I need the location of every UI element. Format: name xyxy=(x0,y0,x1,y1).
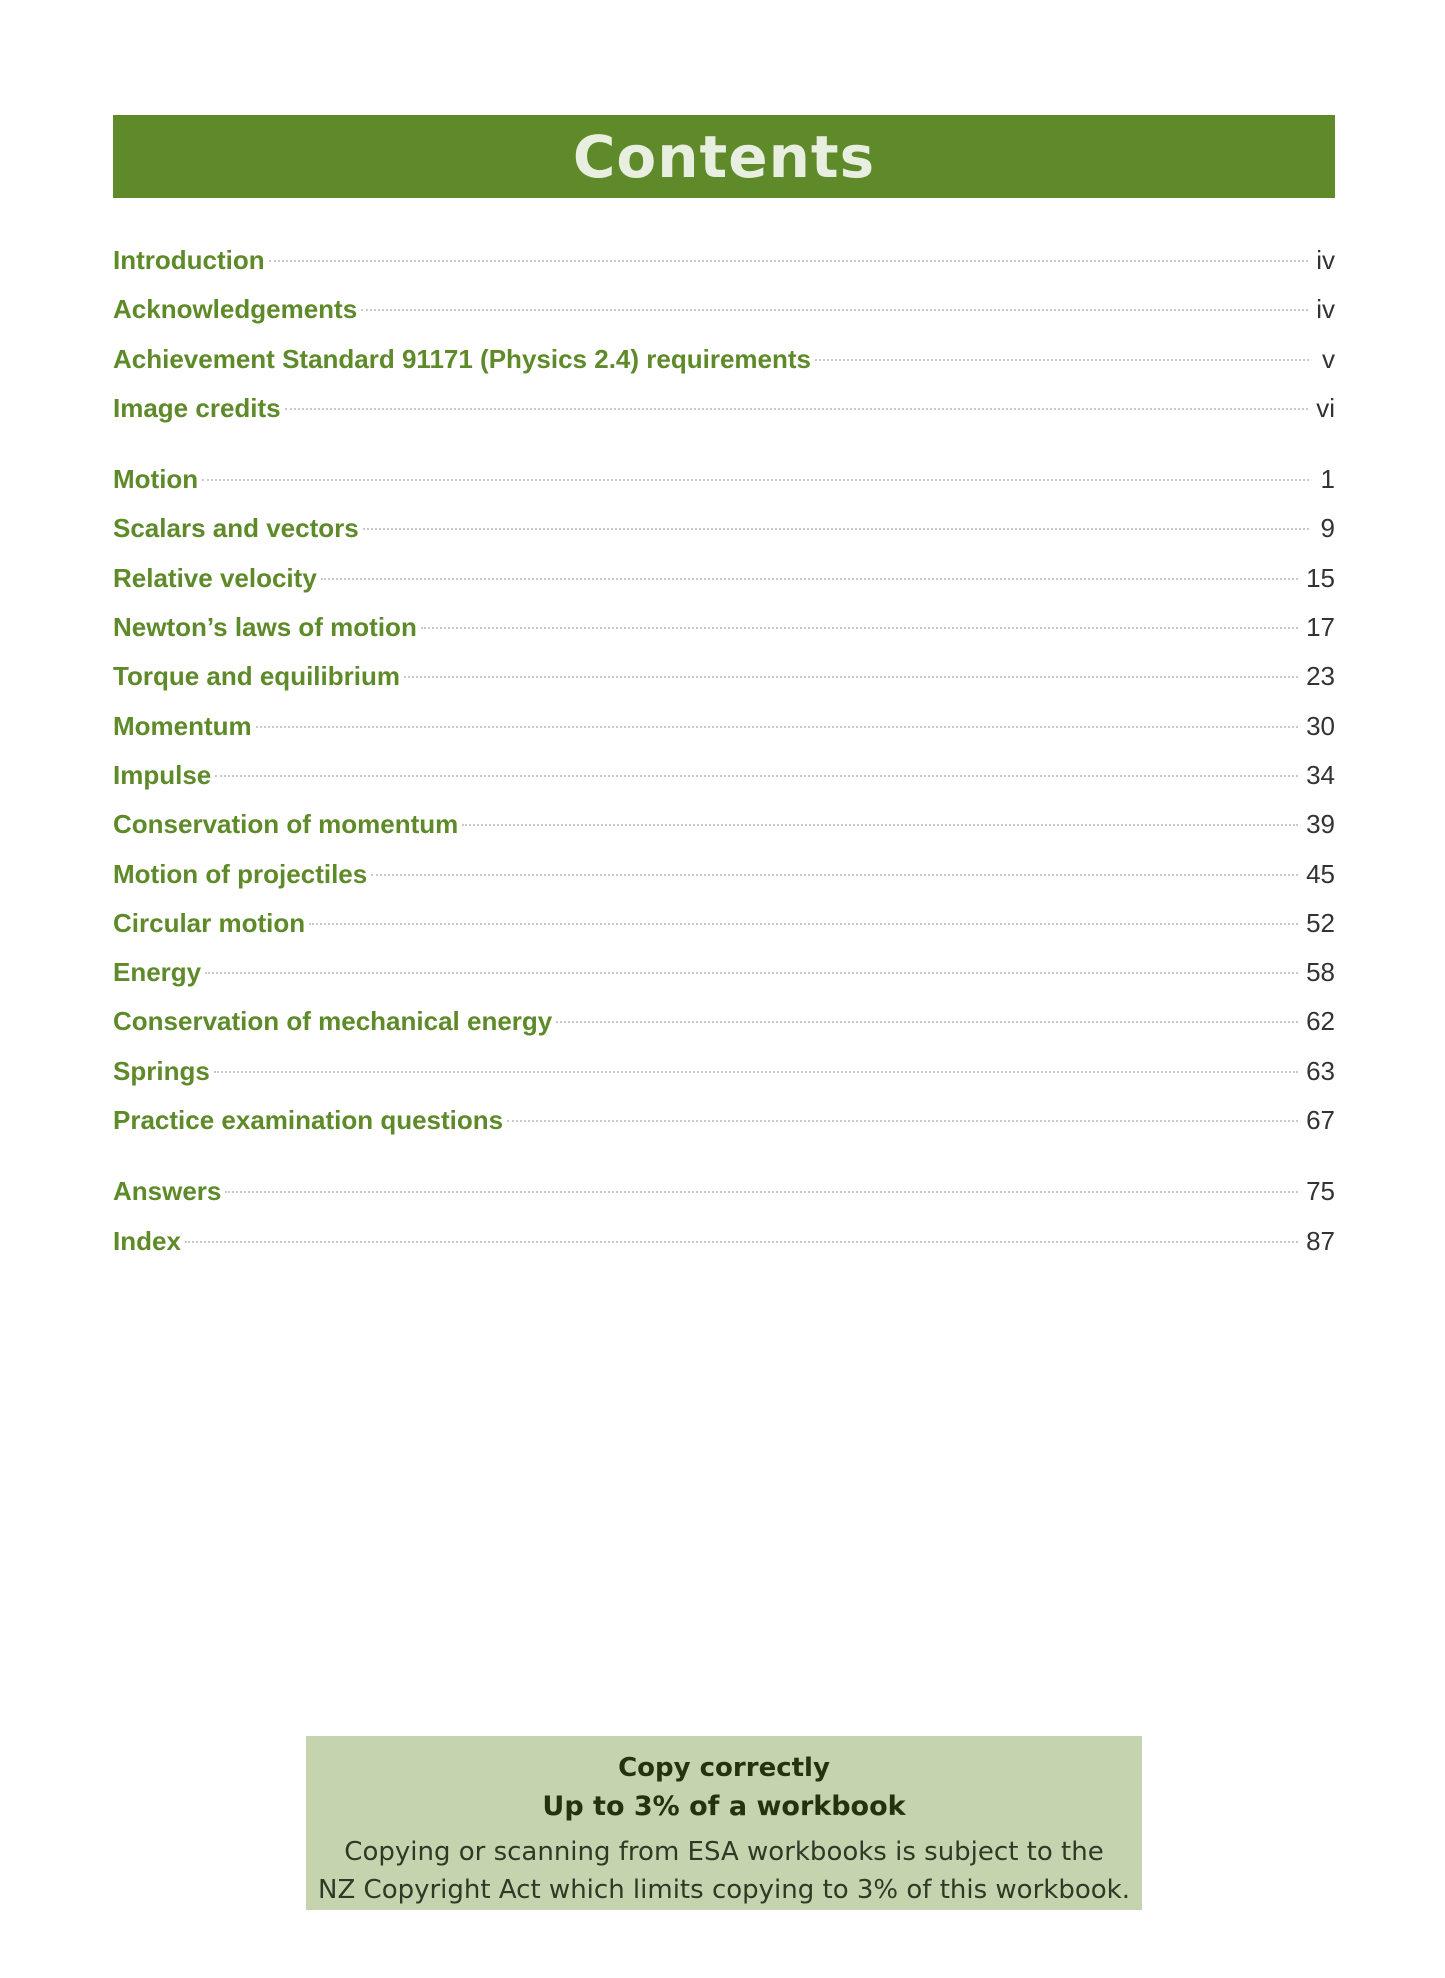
notice-body-line: NZ Copyright Act which limits copying to 3% of this workbook. xyxy=(318,1875,1130,1905)
toc-entry[interactable] xyxy=(113,1047,1335,1096)
toc-entry-title: Introduction xyxy=(113,245,265,275)
dot-leader xyxy=(285,408,1309,410)
toc-entry[interactable] xyxy=(113,1217,1335,1266)
dot-leader xyxy=(363,528,1309,530)
toc-entry-page-number: 75 xyxy=(1306,1176,1335,1207)
toc-entry-title: Answers xyxy=(113,1176,222,1207)
toc-entry-page-number: 87 xyxy=(1306,1225,1335,1256)
toc-entry[interactable] xyxy=(113,702,1335,751)
dot-leader xyxy=(256,726,1298,728)
toc-entry[interactable] xyxy=(113,751,1335,800)
toc-entry-page-number: iv xyxy=(1316,245,1335,275)
toc-entry-page-number: 45 xyxy=(1306,858,1335,889)
toc-entry[interactable] xyxy=(113,652,1335,701)
toc-entry-title: Motion of projectiles xyxy=(113,858,368,889)
toc-entry[interactable] xyxy=(113,899,1335,948)
toc-chapters xyxy=(113,455,1335,1145)
page-title: Contents xyxy=(572,122,876,191)
dot-leader xyxy=(225,1191,1298,1193)
toc-entry-page-number: 9 xyxy=(1320,513,1335,544)
dot-leader xyxy=(421,627,1298,629)
toc-entry-page-number: iv xyxy=(1316,294,1335,325)
toc-entry-title: Springs xyxy=(113,1055,210,1086)
table-of-contents xyxy=(113,236,1335,1266)
toc-entry-title: Motion xyxy=(113,464,199,495)
toc-entry[interactable] xyxy=(113,236,1335,285)
toc-entry-title: Conservation of mechanical energy xyxy=(113,1006,553,1037)
toc-back-matter xyxy=(113,1167,1335,1266)
toc-entry-page-number: 62 xyxy=(1306,1006,1335,1037)
toc-entry-page-number: 23 xyxy=(1306,661,1335,692)
toc-entry-page-number: 39 xyxy=(1306,809,1335,840)
toc-entry-page-number: 67 xyxy=(1306,1105,1335,1136)
toc-entry[interactable] xyxy=(113,554,1335,603)
toc-entry-page-number: 58 xyxy=(1306,957,1335,988)
toc-entry-title: Relative velocity xyxy=(113,562,317,593)
toc-entry-title: Impulse xyxy=(113,759,212,790)
toc-entry[interactable] xyxy=(113,800,1335,849)
dot-leader xyxy=(462,824,1298,826)
toc-entry-page-number: 63 xyxy=(1306,1055,1335,1086)
toc-entry-title: Newton’s laws of motion xyxy=(113,612,417,643)
toc-entry[interactable] xyxy=(113,850,1335,899)
dot-leader xyxy=(361,309,1308,311)
dot-leader xyxy=(404,676,1298,678)
toc-entry-title: Circular motion xyxy=(113,907,306,938)
toc-entry-title: Achievement Standard 91171 (Physics 2.4) requirements xyxy=(113,343,811,374)
toc-entry[interactable] xyxy=(113,1096,1335,1145)
toc-entry-page-number: 34 xyxy=(1306,759,1335,790)
title-banner xyxy=(113,115,1335,198)
dot-leader xyxy=(202,479,1309,481)
dot-leader xyxy=(556,1021,1298,1023)
dot-leader xyxy=(214,1071,1298,1073)
toc-entry-title: Index xyxy=(113,1225,181,1256)
toc-entry[interactable] xyxy=(113,603,1335,652)
toc-entry-title: Image credits xyxy=(113,392,281,423)
toc-entry-page-number: 17 xyxy=(1306,612,1335,643)
toc-entry-title: Scalars and vectors xyxy=(113,513,359,544)
toc-entry[interactable] xyxy=(113,285,1335,334)
toc-entry-page-number: 52 xyxy=(1306,907,1335,938)
dot-leader xyxy=(321,578,1298,580)
toc-entry[interactable] xyxy=(113,997,1335,1046)
dot-leader xyxy=(215,775,1298,777)
dot-leader xyxy=(309,923,1298,925)
toc-front-matter xyxy=(113,236,1335,433)
dot-leader xyxy=(269,260,1309,262)
toc-entry-title: Energy xyxy=(113,957,202,988)
toc-entry[interactable] xyxy=(113,335,1335,384)
toc-entry-page-number: 30 xyxy=(1306,710,1335,741)
dot-leader xyxy=(507,1120,1298,1122)
notice-subheading: Up to 3% of a workbook xyxy=(542,1791,906,1822)
toc-entry-page-number: 15 xyxy=(1306,562,1335,593)
notice-body-line: Copying or scanning from ESA workbooks is subject to the xyxy=(344,1837,1104,1867)
dot-leader xyxy=(371,874,1298,876)
notice-body xyxy=(306,1833,1142,1909)
dot-leader xyxy=(185,1241,1298,1243)
toc-entry[interactable] xyxy=(113,948,1335,997)
toc-entry-page-number: vi xyxy=(1316,392,1335,423)
toc-entry[interactable] xyxy=(113,384,1335,433)
toc-entry[interactable] xyxy=(113,1167,1335,1216)
toc-entry[interactable] xyxy=(113,504,1335,553)
toc-entry[interactable] xyxy=(113,455,1335,504)
toc-entry-title: Torque and equilibrium xyxy=(113,661,400,692)
dot-leader xyxy=(205,972,1298,974)
copyright-notice xyxy=(306,1736,1142,1910)
toc-entry-title: Practice examination questions xyxy=(113,1105,504,1136)
notice-heading: Copy correctly xyxy=(618,1753,830,1783)
toc-entry-title: Acknowledgements xyxy=(113,294,358,325)
dot-leader xyxy=(815,359,1309,361)
toc-entry-page-number: v xyxy=(1322,343,1335,374)
toc-entry-page-number: 1 xyxy=(1320,464,1335,495)
toc-entry-title: Conservation of momentum xyxy=(113,809,459,840)
toc-entry-title: Momentum xyxy=(113,710,252,741)
